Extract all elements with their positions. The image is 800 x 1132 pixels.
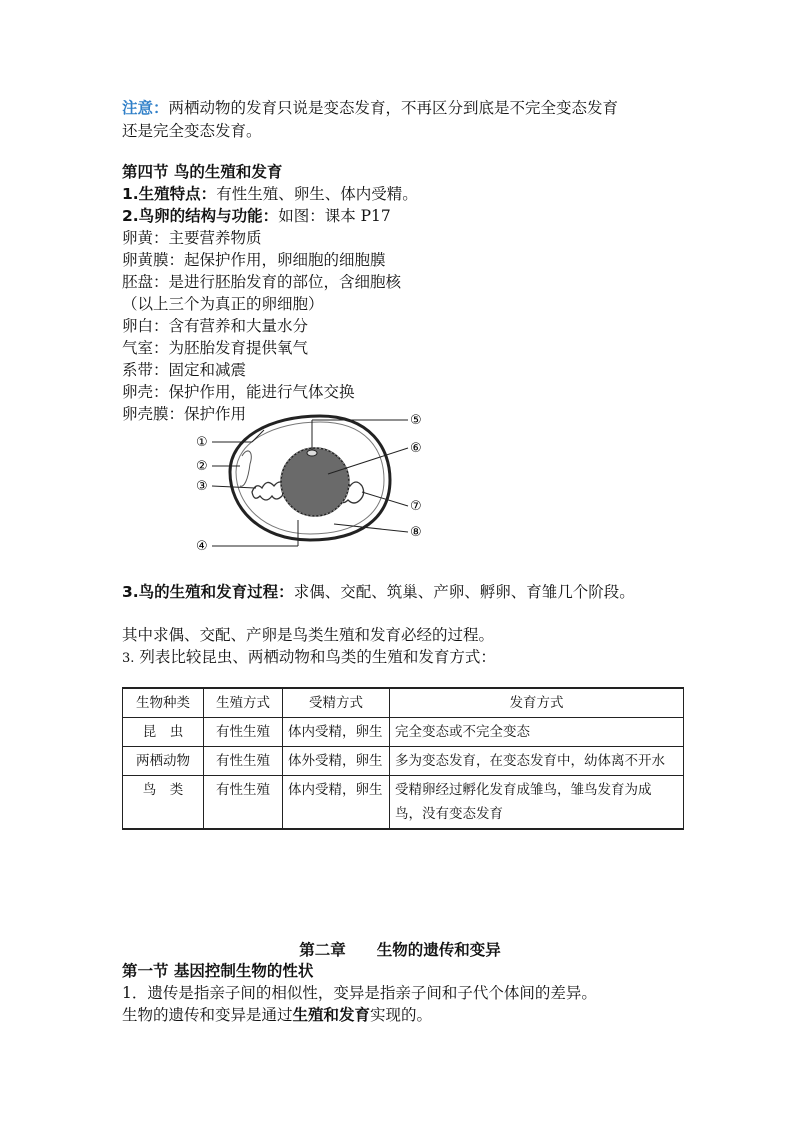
egg-part-line: 卵白：含有营养和大量水分 (122, 317, 309, 335)
item-4-text: 列表比较昆虫、两栖动物和鸟类的生殖和发育方式： (139, 648, 496, 666)
chapter-2-title: 第二章 生物的遗传和变异 (299, 941, 501, 959)
diagram-label-2: ② (196, 459, 208, 474)
note-line-2: 还是完全变态发育。 (122, 122, 262, 140)
egg-part-line: 卵黄膜：起保护作用，卵细胞的细胞膜 (122, 251, 386, 269)
item-2-label: 2.鸟卵的结构与功能： (122, 207, 279, 225)
table-header-cell: 生殖方式 (204, 688, 283, 718)
table-cell: 受精卵经过孵化发育成雏鸟，雏鸟发育为成鸟，没有变态发育 (390, 776, 684, 830)
comparison-table (122, 687, 684, 830)
item-4-num: 3. (122, 651, 135, 666)
air-cell-shape (240, 451, 251, 486)
item-4 (122, 647, 496, 669)
item-2 (122, 206, 391, 226)
table-header-row (123, 688, 684, 718)
egg-part-line: 卵壳膜：保护作用 (122, 405, 247, 423)
table-cell: 多为变态发育，在变态发育中，幼体离不开水 (390, 747, 684, 776)
chapter-2-section-1-title: 第一节 基因控制生物的性状 (122, 962, 314, 980)
egg-part-line: 卵壳：保护作用，能进行气体交换 (122, 383, 355, 401)
chapter-2-line-2 (122, 1005, 432, 1025)
chapter-2-line-2-bold: 生殖和发育 (292, 1006, 371, 1024)
table-header-cell: 受精方式 (283, 688, 390, 718)
diagram-label-1: ① (196, 435, 208, 450)
diagram-label-6: ⑥ (410, 441, 422, 456)
chapter-2-line-2-post: 实现的。 (370, 1006, 433, 1024)
egg-part-line: 系带：固定和减震 (122, 361, 247, 379)
chapter-2-line-2-pre: 生物的遗传和变异是通过 (122, 1006, 293, 1024)
table-cell: 有性生殖 (204, 747, 283, 776)
note-label: 注意： (122, 99, 169, 117)
table-cell: 有性生殖 (204, 718, 283, 747)
table-cell: 完全变态或不完全变态 (390, 718, 684, 747)
diagram-label-7: ⑦ (410, 499, 422, 514)
item-3-label: 3.鸟的生殖和发育过程： (122, 583, 294, 601)
leader-line-8 (334, 524, 408, 532)
table-cell: 两栖动物 (123, 747, 204, 776)
item-3-note: 其中求偶、交配、产卵是鸟类生殖和发育必经的过程。 (122, 626, 495, 644)
egg-part-line: 胚盘：是进行胚胎发育的部位，含细胞核 (122, 273, 402, 291)
table-cell: 昆 虫 (123, 718, 204, 747)
egg-part-line: （以上三个为真正的卵细胞） (122, 295, 324, 313)
egg-structure-diagram (190, 408, 430, 560)
table-header-cell: 生物种类 (123, 688, 204, 718)
diagram-label-4: ④ (196, 539, 208, 554)
table-cell: 体外受精，卵生 (283, 747, 390, 776)
item-2-text: 如图：课本 P17 (278, 207, 391, 225)
item-1-label: 1.生殖特点： (122, 185, 217, 203)
table-row (123, 747, 684, 776)
table-cell: 有性生殖 (204, 776, 283, 830)
chapter-2-line-1: 1．遗传是指亲子间的相似性，变异是指亲子间和子代个体间的差异。 (122, 984, 597, 1002)
item-3 (122, 582, 635, 602)
item-1 (122, 184, 418, 204)
egg-part-line: 卵黄：主要营养物质 (122, 229, 262, 247)
germinal-disc-shape (307, 450, 317, 456)
table-header-cell: 发育方式 (390, 688, 684, 718)
item-1-text: 有性生殖、卵生、体内受精。 (216, 185, 418, 203)
diagram-label-3: ③ (196, 479, 208, 494)
item-3-text: 求偶、交配、筑巢、产卵、孵卵、育雏几个阶段。 (293, 583, 635, 601)
table-row (123, 776, 684, 830)
table-cell: 鸟 类 (123, 776, 204, 830)
table-row (123, 718, 684, 747)
diagram-label-5: ⑤ (410, 413, 422, 428)
table-cell: 体内受精，卵生 (283, 718, 390, 747)
note-line-1 (122, 98, 618, 118)
egg-part-line: 气室：为胚胎发育提供氧气 (122, 339, 309, 357)
section-4-title: 第四节 鸟的生殖和发育 (122, 163, 283, 181)
note-text-1: 两栖动物的发育只说是变态发育，不再区分到底是不完全变态发育 (168, 99, 619, 117)
table-cell: 体内受精，卵生 (283, 776, 390, 830)
leader-line-3 (212, 486, 256, 488)
diagram-label-8: ⑧ (410, 525, 422, 540)
